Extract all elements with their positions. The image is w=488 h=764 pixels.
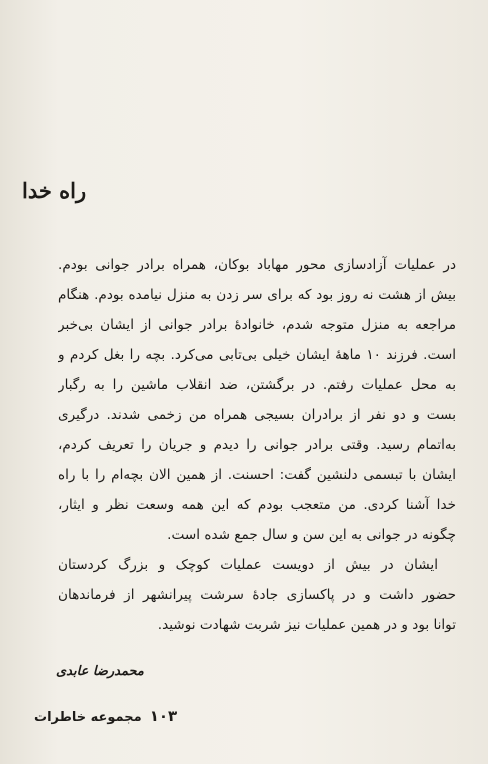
text-line: ایشان با تبسمی دلنشین گفت: احسنت. از همین الان بچه‌ام را با راه	[58, 467, 456, 483]
text-line: به‌اتمام رسید. وقتی برادر جوانی را دیدم و جریان را تعریف کردم،	[58, 437, 456, 453]
page-number: ۱۰۳	[149, 707, 178, 725]
text-line: حضور داشت و در پاکسازی جادهٔ سرشت پیرانشهر از فرماندهان	[58, 587, 456, 603]
page-footer	[34, 707, 177, 725]
text-line: بیش از هشت نه روز بود که برای سر زدن به منزل نیامده بودم. هنگام	[58, 287, 456, 303]
text-line: است. فرزند ۱۰ ماههٔ ایشان خیلی بی‌تابی می‌کرد. بچه را بغل کردم و	[58, 347, 456, 363]
book-title: مجموعه خاطرات	[34, 710, 142, 725]
text-line: بست و دو نفر از برادران بسیجی همراه من زخمی شدند. درگیری	[58, 407, 456, 423]
text-line: چگونه در جوانی به این سن و سال جمع شده است.	[167, 527, 456, 543]
text-line: به محل عملیات رفتم. در برگشتن، ضد انقلاب ماشین را به رگبار	[58, 377, 456, 393]
text-line: ایشان در بیش از دویست عملیات کوچک و بزرگ کردستان	[58, 557, 438, 573]
text-line: مراجعه به منزل متوجه شدم، خانوادهٔ برادر جوانی از ایشان بی‌خبر	[58, 317, 456, 333]
text-line: در عملیات آزادسازی محور مهاباد بوکان، همراه برادر جوانی بودم.	[58, 257, 456, 273]
page-title: راه خدا	[22, 178, 87, 203]
text-line: خدا آشنا کردی. من متعجب بودم که این همه وسعت نظر و ایثار،	[58, 497, 456, 513]
paragraph-2	[58, 550, 456, 640]
paragraph-1	[58, 250, 456, 550]
author-name: محمدرضا عابدی	[56, 664, 144, 679]
text-line: توانا بود و در همین عملیات نیز شربت شهادت نوشید.	[157, 617, 456, 633]
body-text	[58, 250, 456, 640]
